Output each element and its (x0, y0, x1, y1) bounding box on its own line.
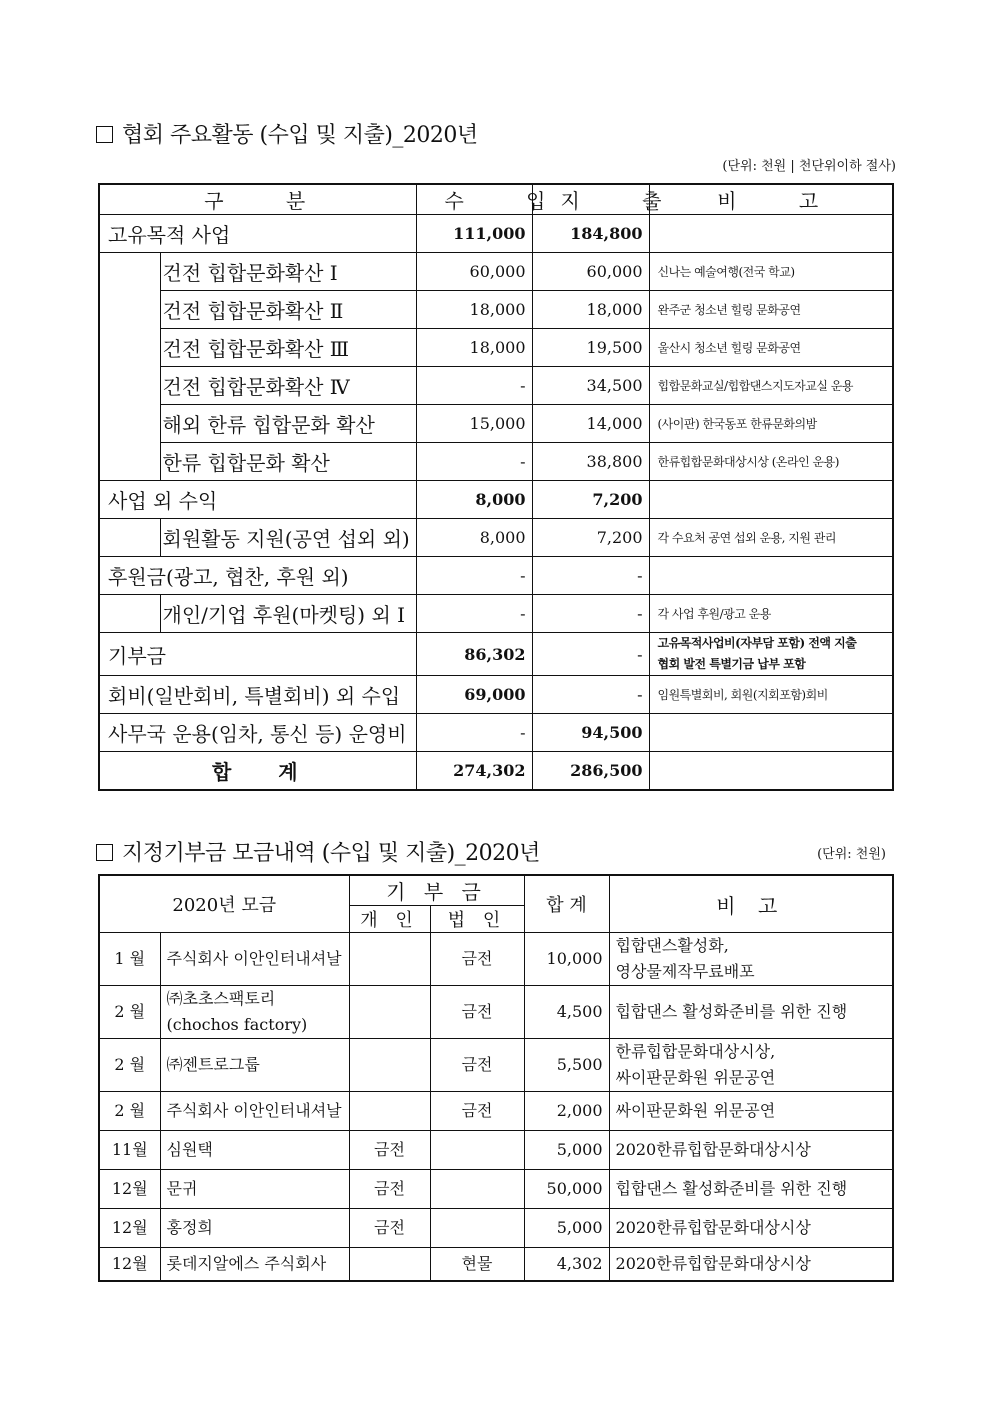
section2-unit: (단위: 천원) (817, 847, 886, 862)
row-note (609, 1248, 893, 1282)
note-line: 싸이판문화원 위문공연 (615, 1101, 776, 1120)
row-note: 각 사업 후원/광고 운용 (649, 595, 893, 633)
table-row (99, 367, 893, 405)
row-month: 2 월 (99, 986, 160, 1039)
row-expense: 94,500 (532, 714, 649, 752)
header-donation: 기 부 금 (349, 875, 524, 906)
note-line: 협회 발전 특별기금 납부 포함 (657, 657, 806, 671)
checkbox-square-icon (96, 126, 113, 143)
donor-line: 문귀 (166, 1179, 198, 1198)
row-month: 2 월 (99, 1092, 160, 1131)
row-donor (160, 1170, 349, 1209)
row-income: - (416, 443, 532, 481)
row-note (649, 557, 893, 595)
table-row (99, 1209, 893, 1248)
row-donor (160, 1092, 349, 1131)
row-donor (160, 986, 349, 1039)
row-income: 8,000 (416, 519, 532, 557)
row-month: 12월 (99, 1170, 160, 1209)
row-individual (349, 933, 430, 986)
table-row (99, 481, 893, 519)
row-individual (349, 1248, 430, 1282)
donor-line: 심원택 (166, 1140, 213, 1159)
section1-title-text: 협회 주요활동 (수입 및 지출)_2020년 (122, 123, 478, 148)
row-corporate (430, 1131, 524, 1170)
row-corporate (430, 1209, 524, 1248)
section1-title (96, 118, 478, 149)
row-corporate: 금전 (430, 986, 524, 1039)
row-income: 15,000 (416, 405, 532, 443)
row-note (609, 1039, 893, 1092)
note-line: 2020한류힙합문화대상시상 (615, 1254, 811, 1273)
total-row (99, 752, 893, 791)
checkbox-square-icon (96, 844, 113, 861)
row-label: 회비(일반회비, 특별회비) 외 수입 (99, 676, 416, 714)
row-individual (349, 986, 430, 1039)
note-line: 힙합댄스 활성화준비를 위한 진행 (615, 1179, 848, 1198)
row-income: - (416, 595, 532, 633)
note-line: 2020한류힙합문화대상시상 (615, 1218, 811, 1237)
donation-table (98, 874, 894, 1282)
table-row (99, 329, 893, 367)
row-note (609, 1131, 893, 1170)
row-expense: 18,000 (532, 291, 649, 329)
note-line: 힙합댄스활성화, (615, 936, 729, 955)
row-note (649, 714, 893, 752)
total-expense: 286,500 (532, 752, 649, 791)
row-month: 2 월 (99, 1039, 160, 1092)
row-expense: - (532, 557, 649, 595)
row-amount: 4,500 (524, 986, 609, 1039)
table-row (99, 405, 893, 443)
table-row (99, 215, 893, 253)
row-expense: 7,200 (532, 519, 649, 557)
table-row (99, 1248, 893, 1282)
donor-line: 주식회사 이안인터내셔날 (166, 949, 342, 968)
donor-line: 롯데지알에스 주식회사 (166, 1254, 327, 1273)
row-month: 12월 (99, 1209, 160, 1248)
row-expense: 34,500 (532, 367, 649, 405)
indent-spacer (99, 519, 160, 557)
section2-title-text: 지정기부금 모금내역 (수입 및 지출)_2020년 (122, 841, 540, 866)
row-note (649, 481, 893, 519)
row-amount: 4,302 (524, 1248, 609, 1282)
row-income: - (416, 557, 532, 595)
row-amount: 5,000 (524, 1131, 609, 1170)
table-row (99, 557, 893, 595)
row-label: 후원금(광고, 협찬, 후원 외) (99, 557, 416, 595)
row-individual (349, 1039, 430, 1092)
header-category: 구 분 (99, 184, 416, 215)
row-label: 한류 힙합문화 확산 (160, 443, 416, 481)
row-label: 사무국 운용(임차, 통신 등) 운영비 (99, 714, 416, 752)
table-row (99, 933, 893, 986)
row-income: 8,000 (416, 481, 532, 519)
row-amount: 5,500 (524, 1039, 609, 1092)
row-label: 기부금 (99, 633, 416, 676)
row-donor (160, 1248, 349, 1282)
table-row (99, 676, 893, 714)
donor-line: 홍정희 (166, 1218, 213, 1237)
row-expense: 19,500 (532, 329, 649, 367)
table-header-row (99, 875, 893, 906)
row-label: 건전 힙합문화확산 Ⅰ (160, 253, 416, 291)
row-income: 60,000 (416, 253, 532, 291)
row-income: - (416, 367, 532, 405)
row-income: 18,000 (416, 329, 532, 367)
row-individual: 금전 (349, 1170, 430, 1209)
header-note: 비 고 (649, 184, 893, 215)
row-expense: 184,800 (532, 215, 649, 253)
donor-line: ㈜젠트로그룹 (166, 1055, 260, 1074)
row-income: - (416, 714, 532, 752)
row-corporate: 금전 (430, 933, 524, 986)
header-raise: 2020년 모금 (99, 875, 349, 933)
table-row (99, 253, 893, 291)
row-note (609, 986, 893, 1039)
row-label: 사업 외 수익 (99, 481, 416, 519)
header-total: 합 계 (524, 875, 609, 933)
income-expense-table (98, 183, 894, 791)
row-label: 고유목적 사업 (99, 215, 416, 253)
row-individual: 금전 (349, 1209, 430, 1248)
row-month: 1 월 (99, 933, 160, 986)
header-individual: 개 인 (349, 906, 430, 933)
row-corporate (430, 1170, 524, 1209)
row-donor (160, 933, 349, 986)
row-note (649, 215, 893, 253)
row-income: 69,000 (416, 676, 532, 714)
header-income: 수 입 (416, 184, 532, 215)
row-note: 한류힙합문화대상시상 (온라인 운용) (649, 443, 893, 481)
section1-unit: (단위: 천원 | 천단위이하 절사) (722, 159, 896, 174)
row-label: 해외 한류 힙합문화 확산 (160, 405, 416, 443)
total-income: 274,302 (416, 752, 532, 791)
row-label: 건전 힙합문화확산 Ⅲ (160, 329, 416, 367)
row-note (609, 1209, 893, 1248)
row-note: 힙합문화교실/힙합댄스지도자교실 운용 (649, 367, 893, 405)
row-month: 12월 (99, 1248, 160, 1282)
indent-spacer (99, 253, 160, 481)
row-amount: 50,000 (524, 1170, 609, 1209)
table-row (99, 595, 893, 633)
row-label: 회원활동 지원(공연 섭외 외) (160, 519, 416, 557)
row-amount: 10,000 (524, 933, 609, 986)
note-line: 한류힙합문화대상시상, (615, 1042, 776, 1061)
row-expense: 7,200 (532, 481, 649, 519)
row-note: 각 수요처 공연 섭외 운용, 지원 관리 (649, 519, 893, 557)
row-donor (160, 1209, 349, 1248)
table-row (99, 714, 893, 752)
row-amount: 5,000 (524, 1209, 609, 1248)
note-line: 영상물제작무료배포 (615, 962, 755, 981)
table-row (99, 1170, 893, 1209)
row-donor (160, 1131, 349, 1170)
table-row (99, 1039, 893, 1092)
row-note (609, 1170, 893, 1209)
header-corporate: 법 인 (430, 906, 524, 933)
row-corporate: 현물 (430, 1248, 524, 1282)
row-note: 울산시 청소년 힐링 문화공연 (649, 329, 893, 367)
row-income: 86,302 (416, 633, 532, 676)
row-label: 건전 힙합문화확산 Ⅳ (160, 367, 416, 405)
row-expense: 38,800 (532, 443, 649, 481)
row-corporate: 금전 (430, 1039, 524, 1092)
indent-spacer (99, 595, 160, 633)
table-header-row (99, 184, 893, 215)
table-row (99, 519, 893, 557)
row-expense: - (532, 595, 649, 633)
row-note: (사이판) 한국동포 한류문화의밤 (649, 405, 893, 443)
row-income: 111,000 (416, 215, 532, 253)
section2-title (96, 836, 540, 867)
row-expense: 60,000 (532, 253, 649, 291)
row-month: 11월 (99, 1131, 160, 1170)
row-note: 임원특별회비, 회원(지회포함)회비 (649, 676, 893, 714)
row-note: 완주군 청소년 힐링 문화공연 (649, 291, 893, 329)
note-line: 힙합댄스 활성화준비를 위한 진행 (615, 1002, 848, 1021)
table-row (99, 443, 893, 481)
row-expense: - (532, 676, 649, 714)
table-row (99, 291, 893, 329)
donor-line: (chochos factory) (166, 1015, 308, 1034)
header-expense: 지 출 (532, 184, 649, 215)
row-note: 신나는 예술여행(전국 학교) (649, 253, 893, 291)
row-corporate: 금전 (430, 1092, 524, 1131)
row-label: 개인/기업 후원(마켓팅) 외 Ⅰ (160, 595, 416, 633)
donor-line: ㈜초초스팩토리 (166, 989, 276, 1008)
row-individual: 금전 (349, 1131, 430, 1170)
donor-line: 주식회사 이안인터내셔날 (166, 1101, 342, 1120)
table-row (99, 1131, 893, 1170)
row-income: 18,000 (416, 291, 532, 329)
table-row (99, 633, 893, 676)
note-line: 2020한류힙합문화대상시상 (615, 1140, 811, 1159)
table-row (99, 1092, 893, 1131)
row-individual (349, 1092, 430, 1131)
note-line: 싸이판문화원 위문공연 (615, 1068, 776, 1087)
row-note (649, 633, 893, 676)
row-amount: 2,000 (524, 1092, 609, 1131)
total-note (649, 752, 893, 791)
row-expense: - (532, 633, 649, 676)
row-label: 건전 힙합문화확산 Ⅱ (160, 291, 416, 329)
table-row (99, 986, 893, 1039)
note-line: 고유목적사업비(자부담 포함) 전액 지출 (657, 636, 857, 650)
row-donor (160, 1039, 349, 1092)
row-expense: 14,000 (532, 405, 649, 443)
header-note: 비 고 (609, 875, 893, 933)
row-note (609, 1092, 893, 1131)
row-note (609, 933, 893, 986)
total-label: 합 계 (99, 752, 416, 791)
